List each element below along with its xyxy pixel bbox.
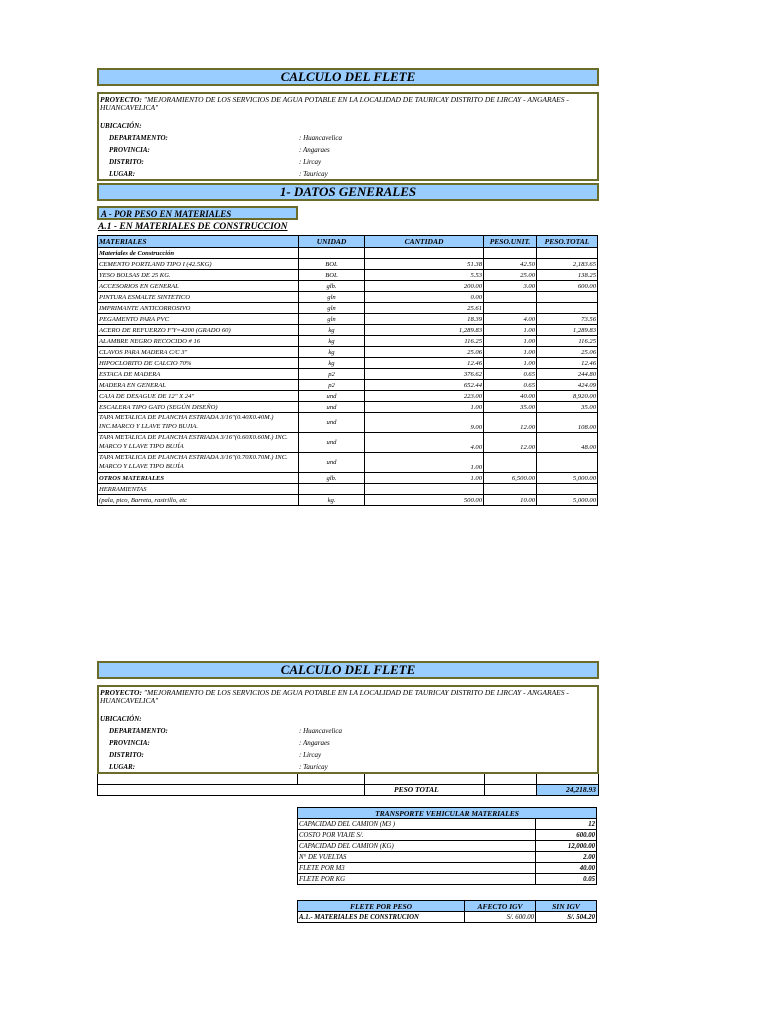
cell-cantidad: 51.38 [365, 259, 484, 270]
departamento-label: DEPARTAMENTO: [109, 727, 168, 735]
col-header-afecto-igv: AFECTO IGV [465, 901, 536, 912]
cell-peso-total: 73.56 [537, 314, 598, 325]
cell-cantidad: 376.62 [365, 369, 484, 380]
project-info-box-repeat [97, 685, 599, 774]
table-header-row [298, 808, 597, 819]
cell-peso-unit: 35.00 [484, 402, 537, 413]
table-row [98, 473, 598, 484]
cell-peso-unit: 1.00 [484, 336, 537, 347]
lugar-label: LUGAR: [109, 763, 136, 771]
departamento-label: DEPARTAMENTO: [109, 134, 168, 142]
project-text: "MEJORAMIENTO DE LOS SERVICIOS DE AGUA POTABLE EN LA LOCALIDAD DE TAURICAY DISTRITO DE LIRCAY - ANGARAES - HUANCAVELICA" [100, 688, 569, 705]
cell-material: IMPRIMANTE ANTICORROSIVO [98, 303, 299, 314]
cell-unidad: BOL [299, 259, 365, 270]
cell-peso-total [537, 453, 598, 473]
cell-material: YESO BOLSAS DE 25 KG. [98, 270, 299, 281]
page-title: CALCULO DEL FLETE [97, 68, 599, 86]
cell-material: HIPOCLORITO DE CALCIO 70% [98, 358, 299, 369]
cell-peso-total: 35.00 [537, 402, 598, 413]
table-row [98, 358, 598, 369]
table-header-row [98, 236, 598, 248]
cell-unidad: p2 [299, 380, 365, 391]
table-row [298, 841, 597, 852]
transporte-label: CAPACIDAD DEL CAMION (M3 ) [298, 819, 536, 830]
cell-cantidad: 1.00 [365, 473, 484, 484]
project-info-box [97, 92, 599, 181]
peso-total-value: 24,218.93 [566, 785, 596, 794]
project-description [99, 687, 597, 705]
cell-unidad: gln [299, 303, 365, 314]
flete-afecto-value: S/. 600.00 [465, 912, 536, 923]
cell-peso-unit: 6,500.00 [484, 473, 537, 484]
col-header-cantidad: CANTIDAD [365, 236, 484, 248]
table-row [98, 369, 598, 380]
peso-total-row [97, 774, 599, 796]
distrito-value: : Lircay [299, 158, 322, 166]
cell-peso-total: 12.46 [537, 358, 598, 369]
cell-peso-unit [484, 292, 537, 303]
cell-peso-unit: 12.00 [484, 433, 537, 453]
cell-material: OTROS MATERIALES [98, 473, 299, 484]
project-description [99, 94, 597, 112]
cell-peso-unit: 0.65 [484, 380, 537, 391]
cell-cantidad: 0.00 [365, 292, 484, 303]
table-row [298, 819, 597, 830]
cell-unidad: und [299, 402, 365, 413]
materials-table [97, 235, 598, 506]
table-row [98, 433, 598, 453]
table-row [98, 281, 598, 292]
page-title-repeat: CALCULO DEL FLETE [97, 661, 599, 679]
table-header-row [298, 901, 597, 912]
cell-unidad: kg [299, 358, 365, 369]
transporte-value: 2.00 [536, 852, 597, 863]
col-header-unidad: UNIDAD [299, 236, 365, 248]
transporte-table [297, 807, 597, 885]
col-header-materiales: MATERIALES [98, 236, 299, 248]
cell-material: ACCESORIOS EN GENERAL [98, 281, 299, 292]
col-header-peso-unit: PESO.UNIT. [484, 236, 537, 248]
cell-cantidad: 25.61 [365, 303, 484, 314]
cell-unidad: kg [299, 336, 365, 347]
provincia-label: PROVINCIA: [109, 739, 150, 747]
table-row [98, 248, 598, 259]
cell-unidad: glb. [299, 473, 365, 484]
table-row [298, 852, 597, 863]
table-row [98, 259, 598, 270]
transporte-value: 12 [536, 819, 597, 830]
cell-material: ESTACA DE MADERA [98, 369, 299, 380]
lugar-label: LUGAR: [109, 170, 136, 178]
cell-peso-total: 138.25 [537, 270, 598, 281]
cell-peso-total: 8,920.00 [537, 391, 598, 402]
cell-unidad: und [299, 413, 365, 433]
lugar-value: : Tauricay [299, 763, 328, 771]
table-row [98, 347, 598, 358]
table-row [98, 495, 598, 506]
cell-material: (pala, pico, Barreta, rastrillo, etc [98, 495, 299, 506]
cell-peso-total: 25.06 [537, 347, 598, 358]
subsection-title: A.1 - EN MATERIALES DE CONSTRUCCION [98, 222, 288, 232]
transporte-label: CAPACIDAD DEL CAMION (KG) [298, 841, 536, 852]
cell-cantidad: 25.06 [365, 347, 484, 358]
departamento-value: : Huancavelica [299, 727, 342, 735]
table-row [298, 863, 597, 874]
cell-peso-unit [484, 303, 537, 314]
cell-peso-unit: 1.00 [484, 325, 537, 336]
cell-cantidad: 500.00 [365, 495, 484, 506]
cell-unidad: kg [299, 347, 365, 358]
cell-peso-total: 5,000.00 [537, 473, 598, 484]
cell-material: PEGAMENTO PARA PVC [98, 314, 299, 325]
cell-material: TAPA METALICA DE PLANCHA ESTRIADA 3/16"(0.60X0.60M.) INC. MARCO Y LLAVE TIPO BUJÍA [98, 433, 299, 453]
cell-unidad: glb. [299, 281, 365, 292]
cell-peso-unit: 3.00 [484, 281, 537, 292]
table-row [98, 402, 598, 413]
cell-material: TAPA METALICA DE PLANCHA ESTRIADA 3/16"(0.70X0.70M.) INC. MARCO Y LLAVE TIPO BUJÍA [98, 453, 299, 473]
table-row [98, 325, 598, 336]
cell-peso-total: 108.00 [537, 413, 598, 433]
col-header-peso-total: PESO.TOTAL [537, 236, 598, 248]
cell-peso-unit: 4.00 [484, 314, 537, 325]
cell-material: HERRAMIENTAS [98, 484, 299, 495]
table-row [98, 314, 598, 325]
cell-cantidad: 1.00 [365, 453, 484, 473]
transporte-label: N° DE VUELTAS [298, 852, 536, 863]
table-row [98, 270, 598, 281]
transporte-value: 12,000.00 [536, 841, 597, 852]
subsection-heading: A - POR PESO EN MATERIALES [97, 206, 298, 220]
cell-material: CAJA DE DESAGUE DE 12" X 24" [98, 391, 299, 402]
col-header-sin-igv: SIN IGV [536, 901, 597, 912]
cell-peso-unit [484, 453, 537, 473]
transporte-label: COSTO POR VIAJE S/. [298, 830, 536, 841]
cell-peso-unit: 1.00 [484, 358, 537, 369]
section-heading: 1- DATOS GENERALES [97, 183, 599, 201]
project-label: PROYECTO: [100, 688, 142, 697]
transporte-label: FLETE POR KG [298, 874, 536, 885]
flete-table [297, 900, 597, 923]
distrito-value: : Lircay [299, 751, 322, 759]
cell-peso-unit: 25.00 [484, 270, 537, 281]
cell-material: ACERO DE REFUERZO F'Y=4200 (GRADO 60) [98, 325, 299, 336]
cell-cantidad: 652.44 [365, 380, 484, 391]
cell-material: CLAVOS PARA MADERA C/C 3" [98, 347, 299, 358]
table-row [298, 830, 597, 841]
distrito-label: DISTRITO: [109, 751, 144, 759]
lugar-value: : Tauricay [299, 170, 328, 178]
group-label: Materiales de Construcción [98, 248, 299, 259]
cell-peso-unit: 0.65 [484, 369, 537, 380]
table-row [98, 413, 598, 433]
cell-peso-total [537, 303, 598, 314]
cell-material: PINTURA ESMALTE SINTETICO [98, 292, 299, 303]
transporte-label: FLETE POR M3 [298, 863, 536, 874]
departamento-value: : Huancavelica [299, 134, 342, 142]
cell-peso-total: 244.80 [537, 369, 598, 380]
provincia-value: : Angaraes [299, 146, 330, 154]
table-row [98, 303, 598, 314]
provincia-value: : Angaraes [299, 739, 330, 747]
table-row [98, 292, 598, 303]
cell-peso-total: 2,183.65 [537, 259, 598, 270]
cell-cantidad: 4.00 [365, 433, 484, 453]
flete-sin-igv-value: S/. 504.20 [536, 912, 597, 923]
transporte-header: TRANSPORTE VEHICULAR MATERIALES [298, 808, 597, 819]
project-text: "MEJORAMIENTO DE LOS SERVICIOS DE AGUA POTABLE EN LA LOCALIDAD DE TAURICAY DISTRITO DE LIRCAY - ANGARAES - HUANCAVELICA" [100, 95, 569, 112]
col-header-flete-peso: FLETE POR PESO [298, 901, 465, 912]
table-row [98, 336, 598, 347]
cell-cantidad: 1,289.83 [365, 325, 484, 336]
table-row [98, 453, 598, 473]
provincia-label: PROVINCIA: [109, 146, 150, 154]
table-row [98, 484, 598, 495]
cell-peso-unit: 1.00 [484, 347, 537, 358]
transporte-value: 40.00 [536, 863, 597, 874]
distrito-label: DISTRITO: [109, 158, 144, 166]
cell-unidad: und [299, 453, 365, 473]
table-row [98, 391, 598, 402]
cell-peso-total: 5,000.00 [537, 495, 598, 506]
cell-unidad: gln [299, 314, 365, 325]
cell-peso-unit: 10.00 [484, 495, 537, 506]
cell-unidad: und [299, 391, 365, 402]
ubicacion-label: UBICACIÓN: [100, 715, 142, 723]
cell-unidad: kg [299, 325, 365, 336]
table-row [98, 380, 598, 391]
cell-material: CEMENTO PORTLAND TIPO I (42.5KG) [98, 259, 299, 270]
cell-peso-unit: 12.00 [484, 413, 537, 433]
cell-peso-total: 116.25 [537, 336, 598, 347]
flete-row-label: A.1.- MATERIALES DE CONSTRUCION [298, 912, 465, 923]
cell-unidad: p2 [299, 369, 365, 380]
cell-material: MADERA EN GENERAL [98, 380, 299, 391]
cell-peso-total [537, 292, 598, 303]
cell-unidad: kg. [299, 495, 365, 506]
cell-peso-unit: 40.00 [484, 391, 537, 402]
cell-unidad: gln [299, 292, 365, 303]
cell-material: ALAMBRE NEGRO RECOCIDO # 16 [98, 336, 299, 347]
cell-cantidad: 223.00 [365, 391, 484, 402]
table-row [298, 874, 597, 885]
cell-peso-total: 424.09 [537, 380, 598, 391]
ubicacion-label: UBICACIÓN: [100, 122, 142, 130]
cell-cantidad: 12.46 [365, 358, 484, 369]
cell-cantidad: 200.00 [365, 281, 484, 292]
project-label: PROYECTO: [100, 95, 142, 104]
cell-material: ESCALERA TIPO GATO (SEGÚN DISEÑO) [98, 402, 299, 413]
cell-material: TAPA METALICA DE PLANCHA ESTRIADA 3/16"(0.40X0.40M.) INC.MARCO Y LLAVE TIPO BUJIA. [98, 413, 299, 433]
peso-total-label: PESO TOTAL [394, 785, 439, 794]
cell-unidad: und [299, 433, 365, 453]
cell-cantidad: 18.39 [365, 314, 484, 325]
transporte-value: 0.05 [536, 874, 597, 885]
cell-peso-total: 1,289.83 [537, 325, 598, 336]
cell-peso-total: 48.00 [537, 433, 598, 453]
cell-cantidad: 9.00 [365, 413, 484, 433]
transporte-value: 600.00 [536, 830, 597, 841]
cell-peso-unit: 42.50 [484, 259, 537, 270]
cell-unidad: BOL [299, 270, 365, 281]
table-row [298, 912, 597, 923]
cell-peso-total: 600.00 [537, 281, 598, 292]
cell-cantidad: 116.25 [365, 336, 484, 347]
cell-cantidad: 5.53 [365, 270, 484, 281]
cell-cantidad: 1.00 [365, 402, 484, 413]
